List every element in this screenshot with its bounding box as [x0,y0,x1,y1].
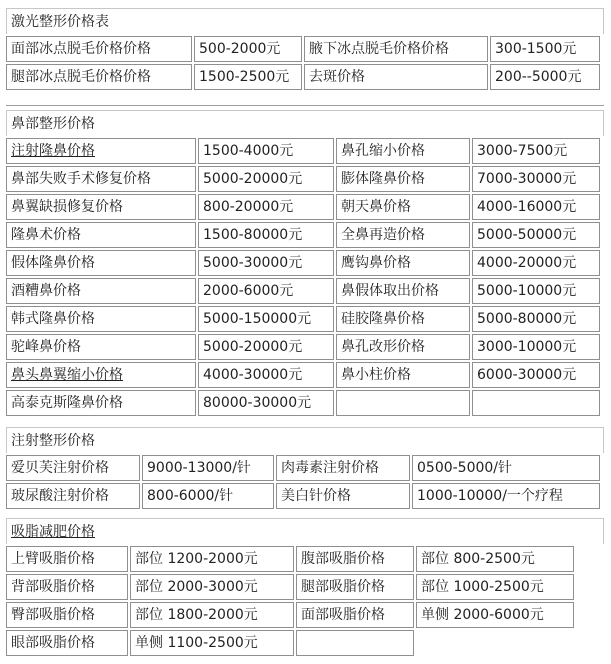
item-name: 腹部吸脂价格 [296,546,414,572]
table-row [6,250,600,276]
item-price: 500-2000元 [194,36,302,62]
item-name: 臀部吸脂价格 [6,602,128,628]
item-name: 鼻孔改形价格 [336,334,470,360]
table-row [6,278,600,304]
item-price: 5000-50000元 [472,222,600,248]
laser-section [6,8,604,92]
item-name: 鼻小柱价格 [336,362,470,388]
item-price: 5000-80000元 [472,306,600,332]
item-price: 部位 1800-2000元 [130,602,294,628]
item-price: 部位 1200-2000元 [130,546,294,572]
item-name: 全鼻再造价格 [336,222,470,248]
item-name: 假体隆鼻价格 [6,250,196,276]
section-title: 注射整形价格 [6,427,604,453]
item-price: 3000-7500元 [472,138,600,164]
item-name: 美白针价格 [276,483,410,509]
item-name: 腿部吸脂价格 [296,574,414,600]
item-name: 眼部吸脂价格 [6,630,128,656]
item-price: 部位 2000-3000元 [130,574,294,600]
item-price: 7000-30000元 [472,166,600,192]
item-link[interactable]: 鼻头鼻翼缩小价格 [11,367,123,383]
item-price: 5000-30000元 [198,250,334,276]
empty-cell [472,390,600,416]
item-price: 200--5000元 [490,64,600,90]
item-name: 朝天鼻价格 [336,194,470,220]
table-row [6,546,574,572]
table-row [6,138,600,164]
table-row [6,306,600,332]
item-name: 爱贝芙注射价格 [6,455,140,481]
item-name [6,362,196,388]
price-table [4,34,602,92]
item-name: 鼻孔缩小价格 [336,138,470,164]
item-name: 玻尿酸注射价格 [6,483,140,509]
table-row [6,166,600,192]
table-row [6,574,574,600]
item-link[interactable]: 注射隆鼻价格 [11,143,95,159]
item-name: 面部吸脂价格 [296,602,414,628]
table-row [6,194,600,220]
item-name: 韩式隆鼻价格 [6,306,196,332]
item-price: 5000-150000元 [198,306,334,332]
table-row [6,602,574,628]
empty-cell [336,390,470,416]
table-row [6,390,600,416]
item-price: 5000-10000元 [472,278,600,304]
item-name: 鹰钩鼻价格 [336,250,470,276]
item-name: 去斑价格 [304,64,488,90]
item-price: 单侧 1100-2500元 [130,630,294,656]
item-name: 酒糟鼻价格 [6,278,196,304]
section-title-link[interactable]: 吸脂减肥价格 [11,524,95,540]
item-name: 硅胶隆鼻价格 [336,306,470,332]
section-title: 鼻部整形价格 [6,110,604,136]
item-price: 4000-20000元 [472,250,600,276]
item-name: 肉毒素注射价格 [276,455,410,481]
item-name: 面部冰点脱毛价格价格 [6,36,192,62]
table-row [6,334,600,360]
item-name: 膨体隆鼻价格 [336,166,470,192]
item-price: 4000-30000元 [198,362,334,388]
price-table [4,544,576,658]
item-price: 4000-16000元 [472,194,600,220]
item-price: 1500-80000元 [198,222,334,248]
item-name: 隆鼻术价格 [6,222,196,248]
item-price: 300-1500元 [490,36,600,62]
item-price: 1000-10000/一个疗程 [412,483,600,509]
item-name: 高泰克斯隆鼻价格 [6,390,196,416]
item-price: 5000-20000元 [198,166,334,192]
injection-section [6,427,604,511]
item-name: 背部吸脂价格 [6,574,128,600]
divider [6,105,604,106]
item-price: 2000-6000元 [198,278,334,304]
item-name: 上臂吸脂价格 [6,546,128,572]
table-row [6,483,600,509]
table-row [6,362,600,388]
item-price: 80000-30000元 [198,390,334,416]
empty-cell [416,630,574,656]
section-title [6,518,604,544]
item-price: 1500-4000元 [198,138,334,164]
item-price: 单侧 2000-6000元 [416,602,574,628]
nose-section [6,110,604,418]
item-price: 3000-10000元 [472,334,600,360]
item-price: 1500-2500元 [194,64,302,90]
table-row [6,36,600,62]
item-price: 5000-20000元 [198,334,334,360]
item-name: 腿部冰点脱毛价格价格 [6,64,192,90]
item-name: 鼻部失败手术修复价格 [6,166,196,192]
table-row [6,64,600,90]
item-price: 0500-5000/针 [412,455,600,481]
item-price: 800-6000/针 [142,483,274,509]
table-row [6,630,574,656]
item-price: 9000-13000/针 [142,455,274,481]
price-table [4,136,602,418]
empty-cell [296,630,414,656]
price-table [4,453,602,511]
item-price: 部位 800-2500元 [416,546,574,572]
table-row [6,455,600,481]
item-price: 800-20000元 [198,194,334,220]
item-name: 驼峰鼻价格 [6,334,196,360]
item-name: 鼻假体取出价格 [336,278,470,304]
item-price: 部位 1000-2500元 [416,574,574,600]
item-name [6,138,196,164]
table-row [6,222,600,248]
item-name: 腋下冰点脱毛价格价格 [304,36,488,62]
liposuction-section [6,518,604,658]
item-name: 鼻翼缺损修复价格 [6,194,196,220]
item-price: 6000-30000元 [472,362,600,388]
section-title: 激光整形价格表 [6,8,604,34]
